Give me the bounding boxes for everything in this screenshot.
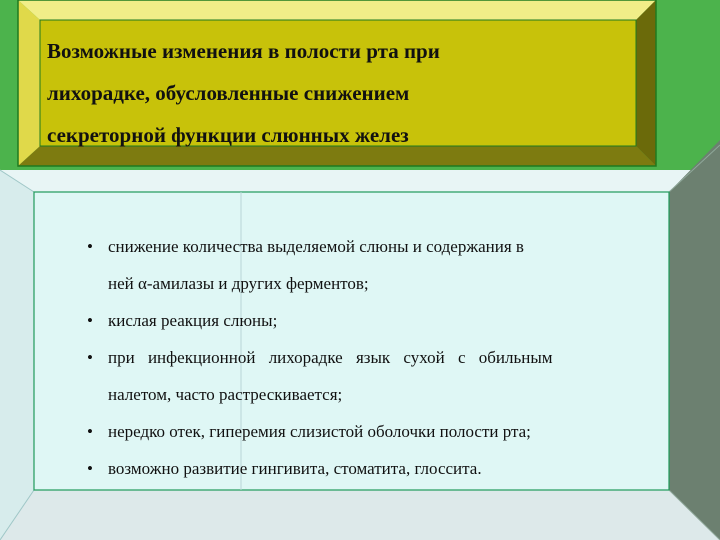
bullet-text: при инфекционной лихорадке язык сухой с обильным	[108, 348, 553, 367]
bullet-list	[34, 192, 669, 490]
bullet-text: возможно развитие гингивита, стоматита, глоссита.	[108, 459, 482, 478]
list-item	[82, 413, 625, 450]
bullet-icon: •	[87, 237, 93, 256]
bullet-icon: •	[87, 422, 93, 441]
bullet-text: налетом, часто растрескивается;	[108, 385, 343, 404]
list-item	[82, 339, 625, 413]
slide-title	[40, 20, 636, 146]
list-item	[82, 228, 625, 302]
bullet-icon: •	[87, 459, 93, 478]
list-item	[82, 450, 625, 487]
bullet-text: ней α-амилазы и других ферментов;	[108, 274, 369, 293]
bullet-text: снижение количества выделяемой слюны и содержания в	[108, 237, 524, 256]
title-line-3: секреторной функции слюнных желез	[47, 123, 409, 147]
title-line-2: лихорадке, обусловленные снижением	[47, 81, 410, 105]
bullet-text: нередко отек, гиперемия слизистой оболочки полости рта;	[108, 422, 531, 441]
title-line-1: Возможные изменения в полости рта при	[47, 39, 440, 63]
bullet-icon: •	[87, 311, 93, 330]
list-item	[82, 302, 625, 339]
bullet-icon: •	[87, 348, 93, 367]
bullet-text: кислая реакция слюны;	[108, 311, 278, 330]
